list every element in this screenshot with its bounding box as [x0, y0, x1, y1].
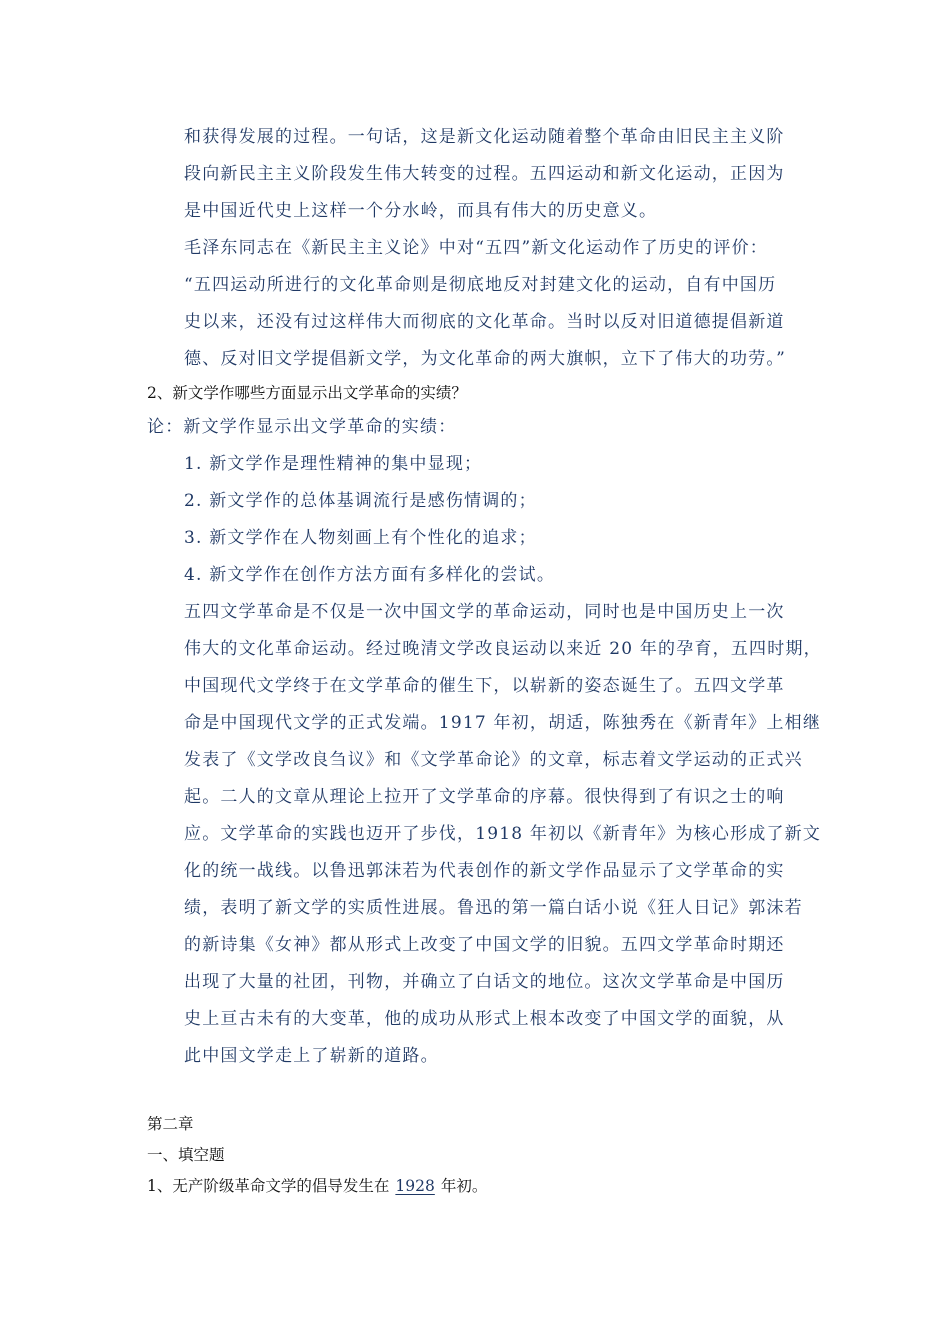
- essay-line: 此中国文学走上了崭新的道路。: [184, 1046, 439, 1066]
- question-2: 2、新文学作哪些方面显示出文学革命的实绩？: [147, 384, 467, 402]
- answer-point: 4. 新文学作在创作方法方面有多样化的尝试。: [184, 565, 556, 585]
- essay-line: 五四文学革命是不仅是一次中国文学的革命运动，同时也是中国历史上一次: [184, 602, 785, 622]
- fill-question-prefix: 1、无产阶级革命文学的倡导发生在: [147, 1177, 390, 1195]
- essay-line: 出现了大量的社团，刊物，并确立了白话文的地位。这次文学革命是中国历: [184, 972, 785, 992]
- answer-intro: 论：新文学作显示出文学革命的实绩：: [147, 417, 457, 437]
- paragraph-line: 是中国近代史上这样一个分水岭，而具有伟大的历史意义。: [184, 201, 658, 221]
- chapter-title: 第二章: [147, 1115, 194, 1133]
- fill-question: [147, 1179, 487, 1195]
- answer-point: 2. 新文学作的总体基调流行是感伤情调的；: [184, 491, 537, 511]
- essay-line: 发表了《文学改良刍议》和《文学革命论》的文章，标志着文学运动的正式兴: [184, 750, 803, 770]
- fill-question-suffix: 年初。: [440, 1177, 488, 1195]
- essay-line: 的新诗集《女神》都从形式上改变了中国文学的旧貌。五四文学革命时期还: [184, 935, 785, 955]
- quote-line: “五四运动所进行的文化革命则是彻底地反对封建文化的运动，自有中国历: [184, 275, 777, 295]
- quote-line: 史以来，还没有过这样伟大而彻底的文化革命。当时以反对旧道德提倡新道: [184, 312, 785, 332]
- section-title: 一、填空题: [147, 1146, 225, 1164]
- essay-line: 中国现代文学终于在文学革命的催生下，以崭新的姿态诞生了。五四文学革: [184, 676, 785, 696]
- quote-line: 德、反对旧文学提倡新文学，为文化革命的两大旗帜，立下了伟大的功劳。”: [184, 349, 786, 369]
- essay-line: 伟大的文化革命运动。经过晚清文学改良运动以来近 20 年的孕育，五四时期，: [184, 639, 822, 659]
- paragraph-line: 和获得发展的过程。一句话，这是新文化运动随着整个革命由旧民主主义阶: [184, 127, 785, 147]
- essay-line: 绩，表明了新文学的实质性进展。鲁迅的第一篇白话小说《狂人日记》郭沫若: [184, 898, 803, 918]
- essay-line: 化的统一战线。以鲁迅郭沫若为代表创作的新文学作品显示了文学革命的实: [184, 861, 785, 881]
- paragraph-line: 段向新民主主义阶段发生伟大转变的过程。五四运动和新文化运动，正因为: [184, 164, 785, 184]
- quote-line: 毛泽东同志在《新民主主义论》中对“五四”新文化运动作了历史的评价：: [184, 238, 768, 258]
- answer-point: 3. 新文学作在人物刻画上有个性化的追求；: [184, 528, 537, 548]
- fill-answer: 1928: [395, 1177, 435, 1195]
- essay-line: 起。二人的文章从理论上拉开了文学革命的序幕。很快得到了有识之士的响: [184, 787, 785, 807]
- essay-line: 史上亘古未有的大变革，他的成功从形式上根本改变了中国文学的面貌，从: [184, 1009, 785, 1029]
- essay-line: 命是中国现代文学的正式发端。1917 年初，胡适，陈独秀在《新青年》上相继: [184, 713, 822, 733]
- essay-line: 应。文学革命的实践也迈开了步伐，1918 年初以《新青年》为核心形成了新文: [184, 824, 822, 844]
- answer-point: 1. 新文学作是理性精神的集中显现；: [184, 454, 483, 474]
